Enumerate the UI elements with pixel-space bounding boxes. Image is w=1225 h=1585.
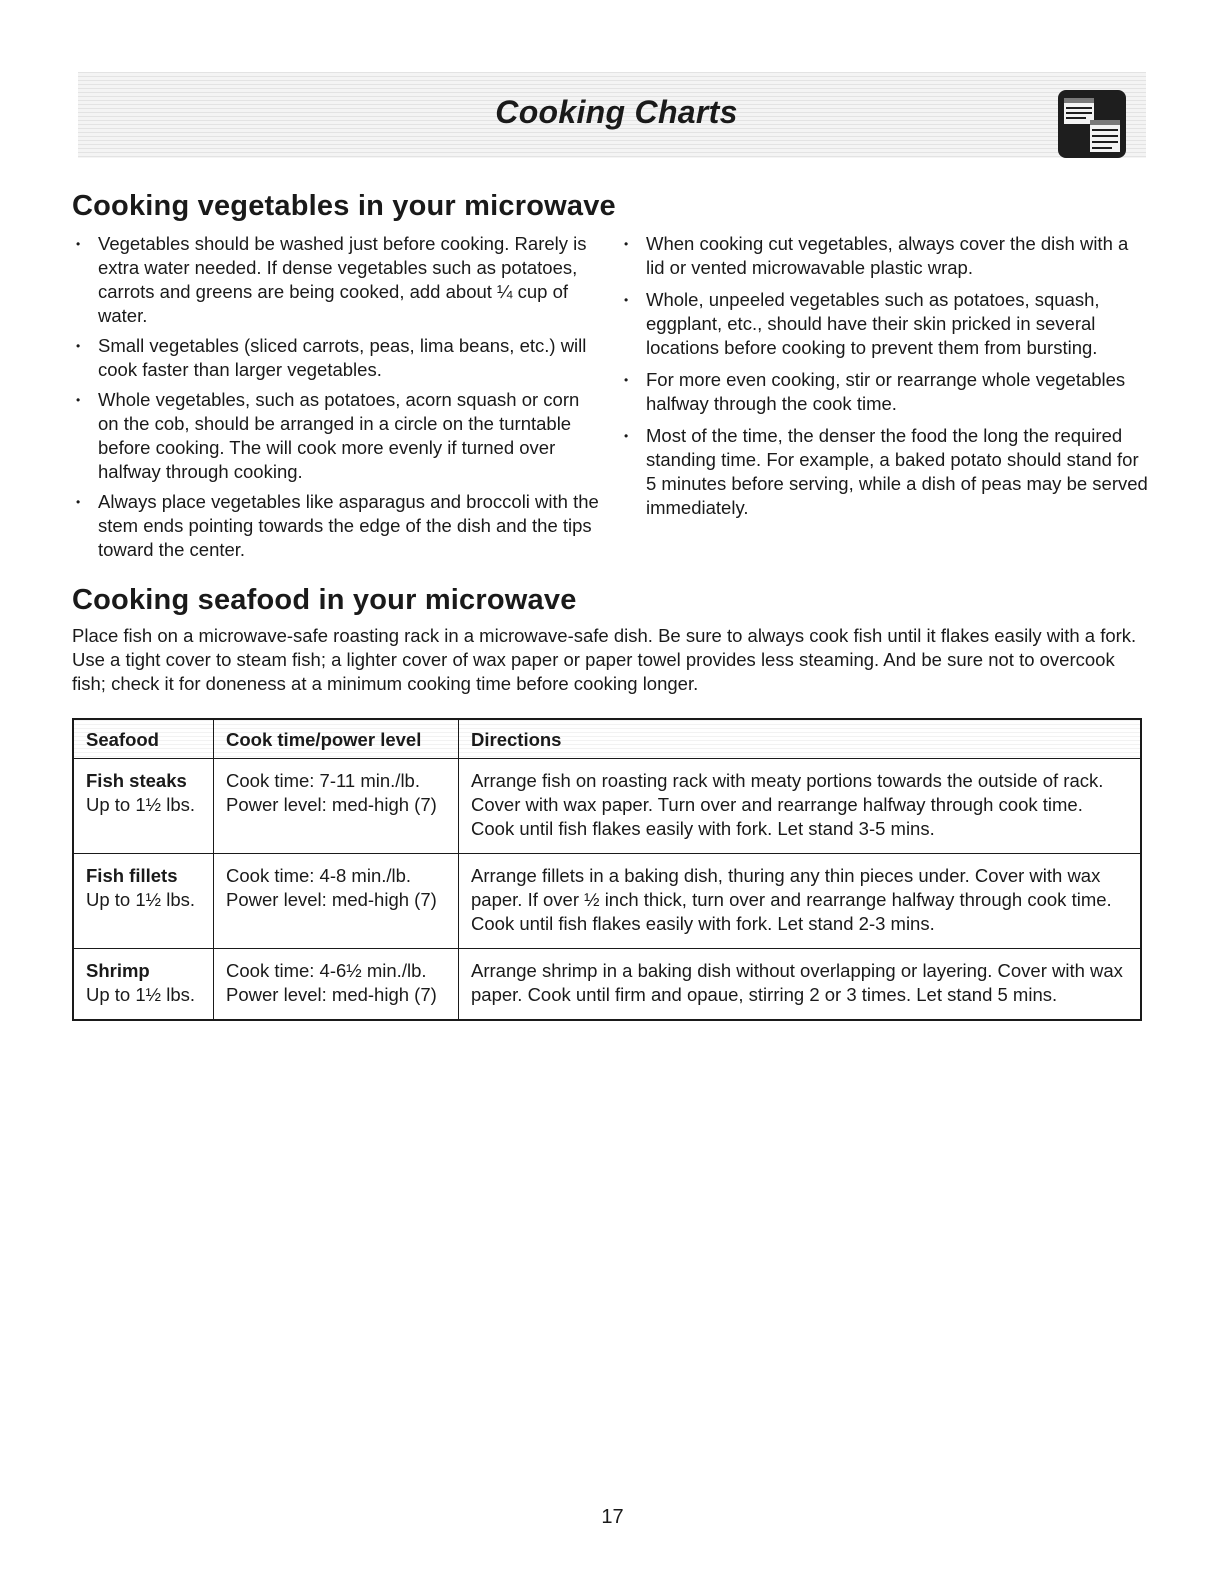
seafood-amount: Up to 1½ lbs. [86, 984, 196, 1005]
power-level: Power level: med-high (7) [226, 984, 437, 1005]
seafood-heading: Cooking seafood in your microwave [72, 584, 577, 616]
power-level: Power level: med-high (7) [226, 794, 437, 815]
vegetables-heading: Cooking vegetables in your microwave [72, 190, 616, 222]
power-level: Power level: med-high (7) [226, 889, 437, 910]
list-item: • When cooking cut vegetables, always cover the dish with a lid or vented microwavable plastic wrap. [620, 232, 1150, 280]
list-item: • Most of the time, the denser the food the long the required standing time. For example, a baked potato should stand for 5 minutes before serving, while a dish of peas may be served immediately. [620, 424, 1150, 520]
cook-time-cell [214, 759, 459, 854]
list-item: • Whole, unpeeled vegetables such as potatoes, squash, eggplant, etc., should have their skin pricked in several locations before cooking to prevent them from bursting. [620, 288, 1150, 360]
table-row [73, 949, 1141, 1021]
cook-time: Cook time: 4-8 min./lb. [226, 865, 412, 886]
column-header-directions: Directions [459, 719, 1142, 759]
seafood-name: Fish fillets [86, 865, 178, 886]
seafood-cell [73, 759, 214, 854]
directions-cell: Arrange shrimp in a baking dish without overlapping or layering. Cover with wax paper. Cook until firm and opaue, stirring 2 or 3 times. Let stand 5 mins. [459, 949, 1142, 1021]
list-item: • Vegetables should be washed just before cooking. Rarely is extra water needed. If dense vegetables such as potatoes, carrots and greens are being cooked, add about ¼ cup of water. [72, 232, 602, 328]
seafood-table [72, 718, 1142, 1021]
page-number: 17 [601, 1506, 624, 1528]
vegetables-right-list [620, 232, 1150, 528]
seafood-amount: Up to 1½ lbs. [86, 794, 196, 815]
seafood-cell [73, 854, 214, 949]
cook-time: Cook time: 7-11 min./lb. [226, 770, 420, 791]
vegetables-left-list [72, 232, 602, 568]
page-title: Cooking Charts [495, 94, 738, 130]
table-row [73, 759, 1141, 854]
seafood-cell [73, 949, 214, 1021]
list-item: • Always place vegetables like asparagus and broccoli with the stem ends pointing towards the edge of the dish and the tips toward the center. [72, 490, 602, 562]
column-header-cook-time: Cook time/power level [214, 719, 459, 759]
table-header-row [73, 719, 1141, 759]
list-item: • Small vegetables (sliced carrots, peas, lima beans, etc.) will cook faster than larger vegetables. [72, 334, 602, 382]
list-item: • Whole vegetables, such as potatoes, acorn squash or corn on the cob, should be arranged in a circle on the turntable before cooking. The will cook more evenly if turned over halfway through cooking. [72, 388, 602, 484]
column-header-seafood: Seafood [73, 719, 214, 759]
seafood-name: Shrimp [86, 960, 150, 981]
list-item: • For more even cooking, stir or rearrange whole vegetables halfway through the cook time. [620, 368, 1150, 416]
seafood-amount: Up to 1½ lbs. [86, 889, 196, 910]
directions-cell: Arrange fish on roasting rack with meaty portions towards the outside of rack. Cover with wax paper. Turn over and rearrange halfway through cook time. Cook until fish flakes easily with fork. Let stand 3-5 mins. [459, 759, 1142, 854]
cook-time: Cook time: 4-6½ min./lb. [226, 960, 427, 981]
cook-time-cell [214, 949, 459, 1021]
seafood-intro: Place fish on a microwave-safe roasting rack in a microwave-safe dish. Be sure to always cook fish until it flakes easily with a fork. Use a tight cover to steam fish; a lighter cover of wax paper or paper towel provides less steaming. And be sure not to overcook fish; check it for doneness at a minimum cooking time before cooking longer. [72, 625, 1137, 694]
table-row [73, 854, 1141, 949]
seafood-name: Fish steaks [86, 770, 187, 791]
cook-time-cell [214, 854, 459, 949]
chart-icon [1056, 88, 1128, 160]
directions-cell: Arrange fillets in a baking dish, thuring any thin pieces under. Cover with wax paper. If over ½ inch thick, turn over and rearrange halfway through cook time. Cook until fish flakes easily with fork. Let stand 2-3 mins. [459, 854, 1142, 949]
